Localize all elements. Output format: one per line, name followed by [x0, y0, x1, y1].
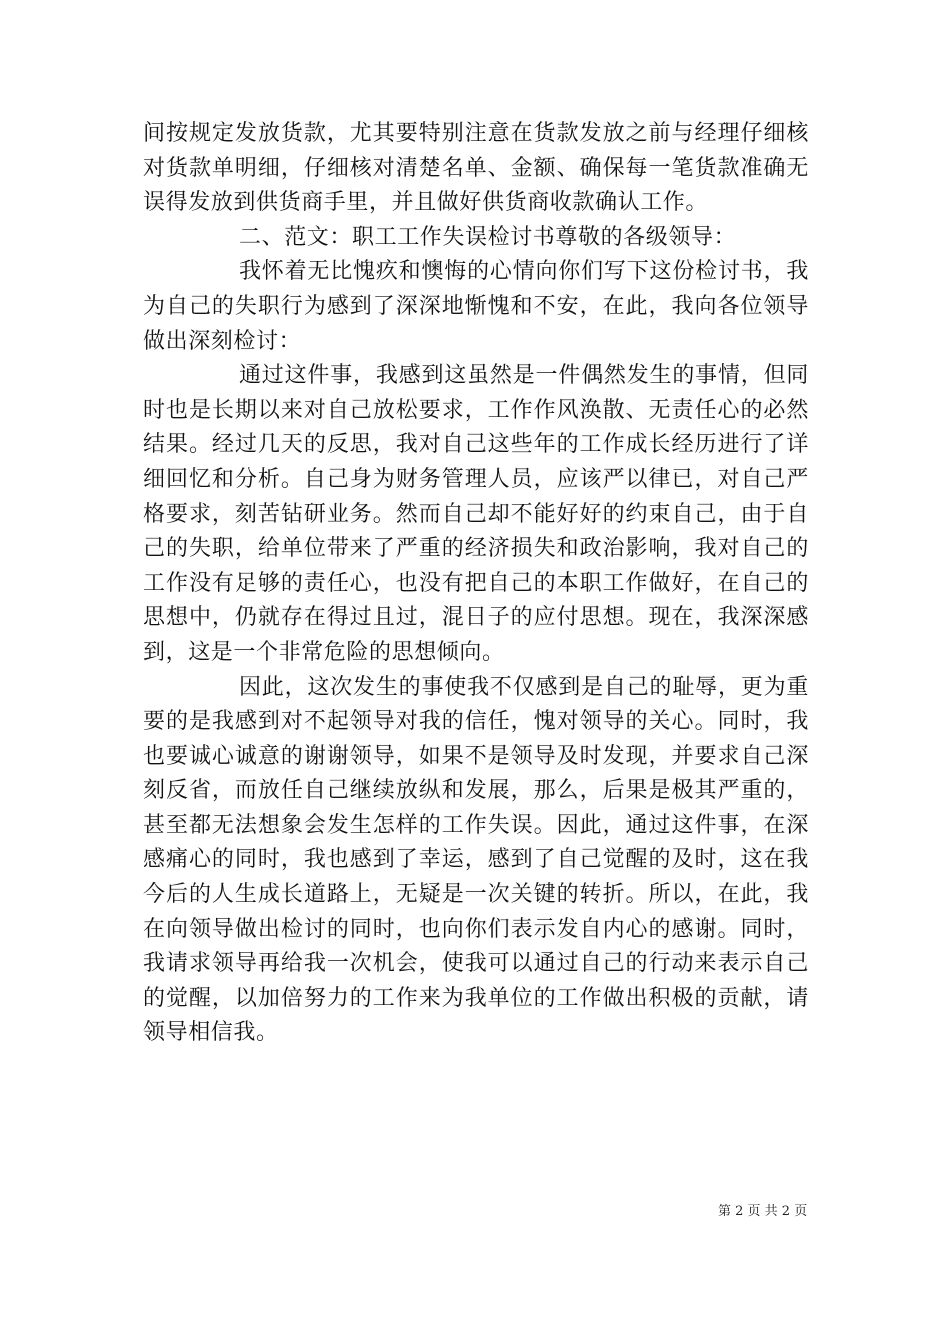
- paragraph-continuation: 间按规定发放货款，尤其要特别注意在货款发放之前与经理仔细核对货款单明细，仔细核对清楚名单、金额、确保每一笔货款准确无误得发放到供货商手里，并且做好供货商收款确认工作。: [143, 121, 809, 216]
- section-heading: 二、范文：职工工作失误检讨书尊敬的各级领导：: [239, 224, 737, 250]
- document-body: [143, 117, 809, 1051]
- page-number: 第 2 页 共 2 页: [718, 1204, 808, 1219]
- paragraph-conclusion: 因此，这次发生的事使我不仅感到是自己的耻辱，更为重要的是我感到对不起领导对我的信任，愧对领导的关心。同时，我也要诚心诚意的谢谢领导，如果不是领导及时发现，并要求自己深刻反省，而放任自己继续放纵和发展，那么，后果是极其严重的，甚至都无法想象会发生怎样的工作失误。因此，通过这件事，在深感痛心的同时，我也感到了幸运，感到了自己觉醒的及时，这在我今后的人生成长道路上，无疑是一次关键的转折。所以，在此，我在向领导做出检讨的同时，也向你们表示发自内心的感谢。同时，我请求领导再给我一次机会，使我可以通过自己的行动来表示自己的觉醒，以加倍努力的工作来为我单位的工作做出积极的贡献，请领导相信我。: [143, 674, 809, 1046]
- paragraph-opening: 我怀着无比愧疚和懊悔的心情向你们写下这份检讨书，我为自己的失职行为感到了深深地惭愧和不安，在此，我向各位领导做出深刻检讨：: [143, 259, 809, 354]
- paragraph-reflection: 通过这件事，我感到这虽然是一件偶然发生的事情，但同时也是长期以来对自己放松要求，工作作风涣散、无责任心的必然结果。经过几天的反思，我对自己这些年的工作成长经历进行了详细回忆和分析。自己身为财务管理人员，应该严以律已，对自己严格要求，刻苦钻研业务。然而自己却不能好好的约束自己，由于自己的失职，给单位带来了严重的经济损失和政治影响，我对自己的工作没有足够的责任心，也没有把自己的本职工作做好，在自己的思想中，仍就存在得过且过，混日子的应付思想。现在，我深深感到，这是一个非常危险的思想倾向。: [143, 363, 809, 665]
